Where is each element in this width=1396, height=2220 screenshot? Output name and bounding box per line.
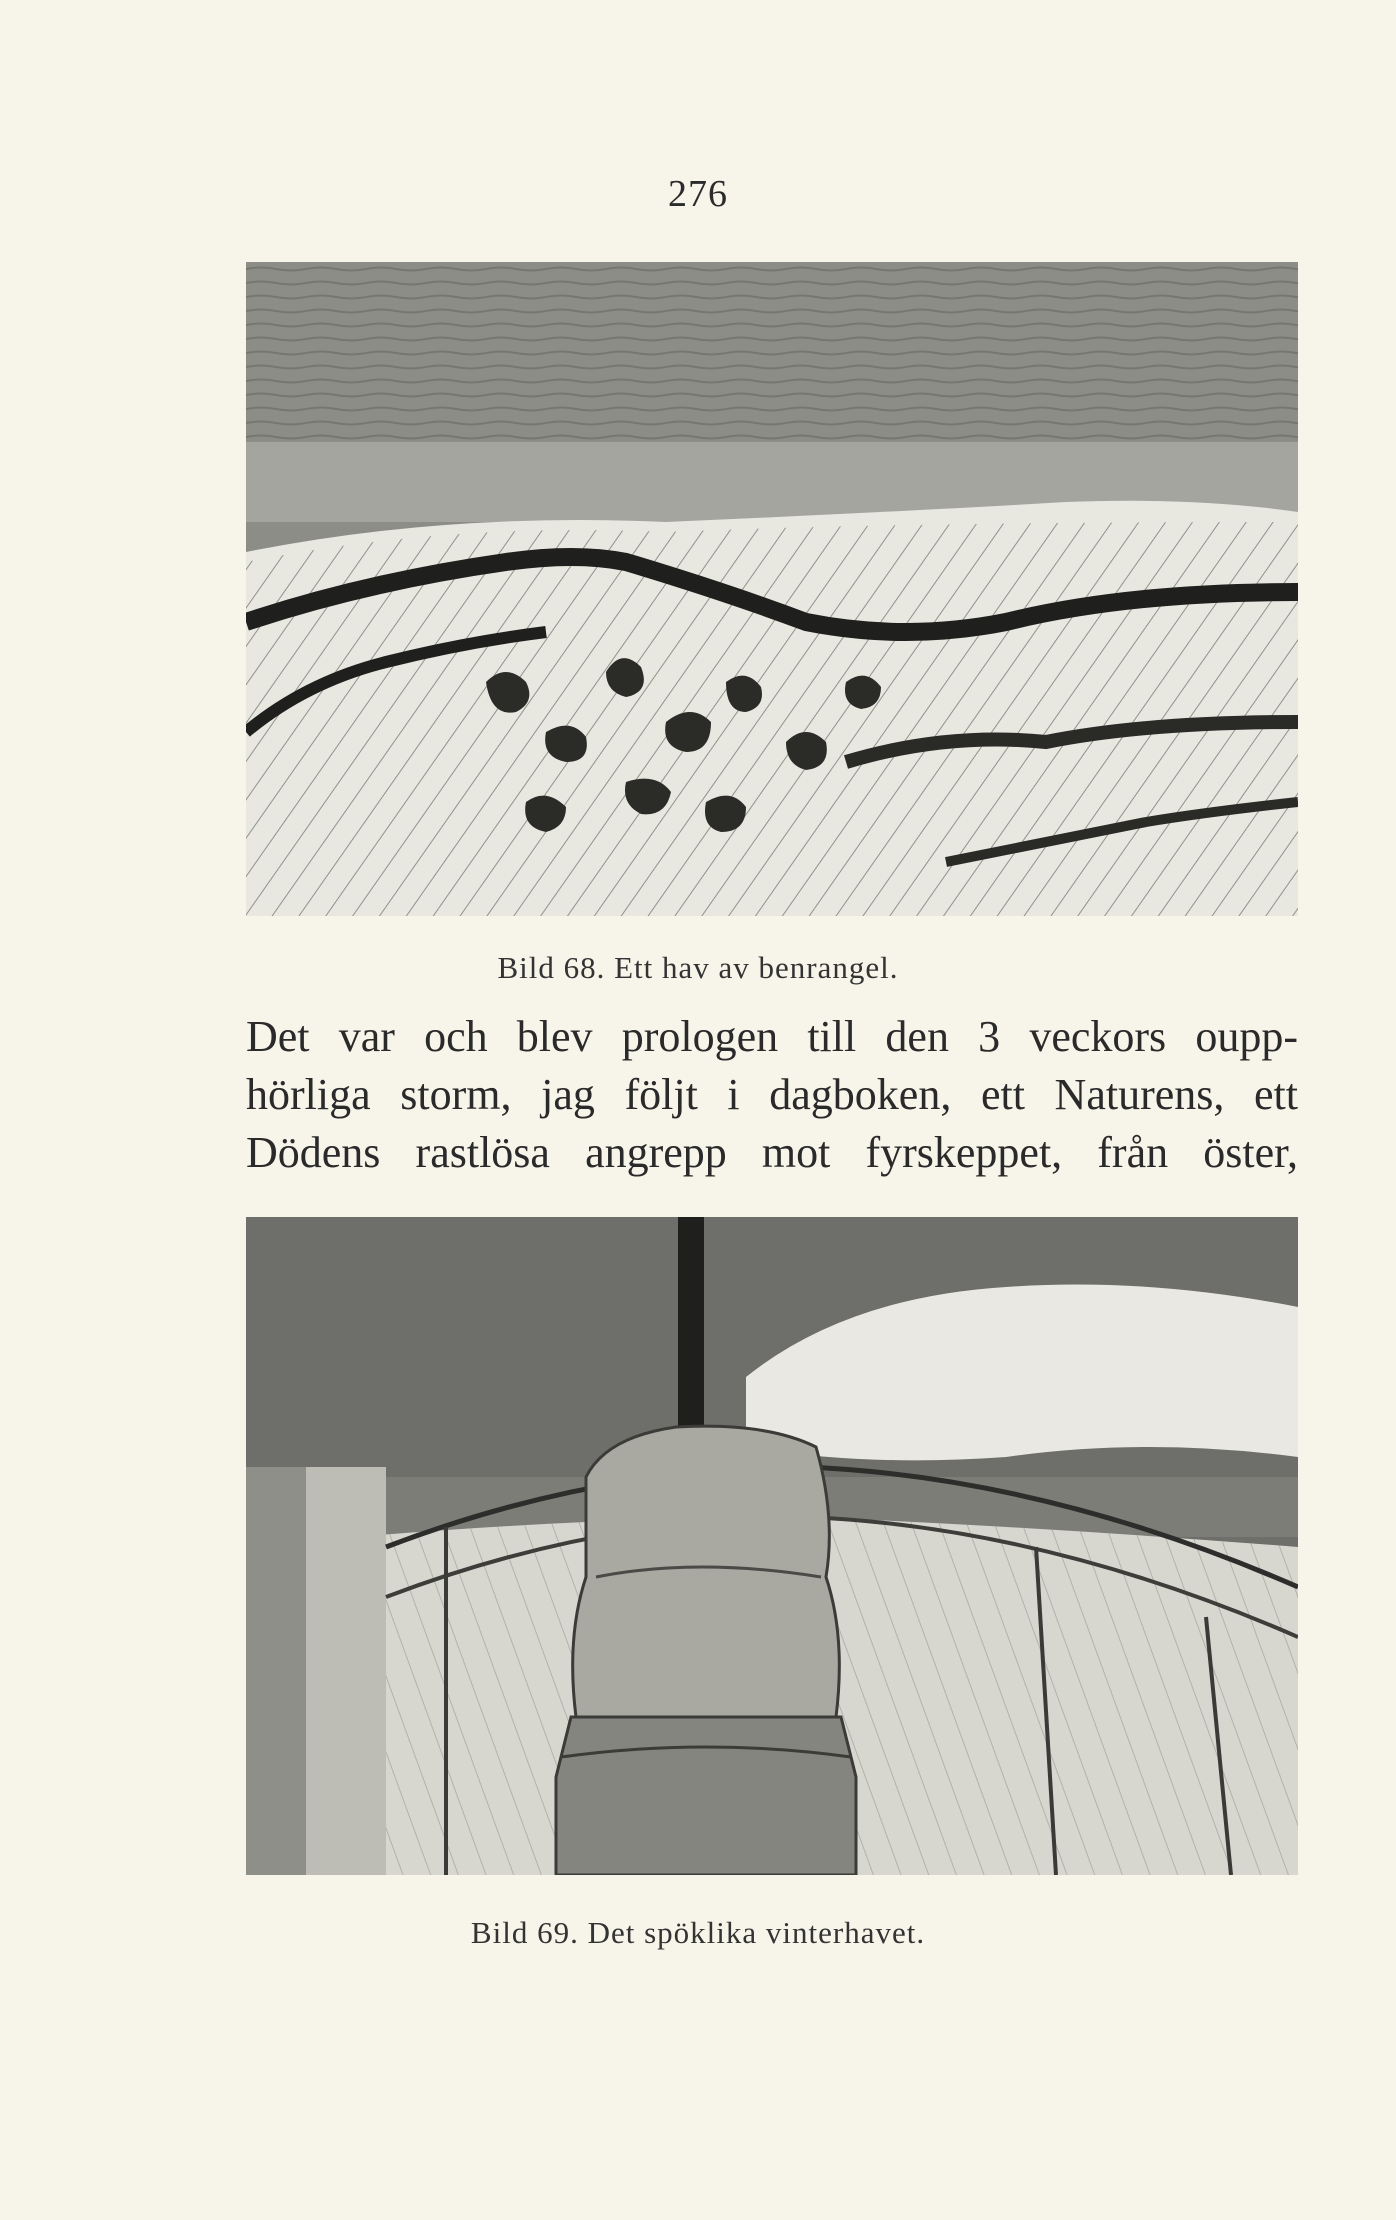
body-line-3: Dödens rastlösa angrepp mot fyrskeppet, från öster, (246, 1128, 1298, 1177)
body-line-2: hörliga storm, jag följt i dagboken, ett Naturens, ett (246, 1070, 1298, 1119)
stormy-sea-drawing (246, 262, 1298, 916)
body-line-1: Det var och blev prologen till den 3 veckors oupp- (246, 1012, 1298, 1061)
body-paragraph (246, 1008, 1298, 1182)
figure-caption-68: Bild 68. Ett hav av benrangel. (497, 950, 899, 985)
page-number: 276 (668, 173, 728, 215)
illustration-ship-bow (246, 1217, 1298, 1875)
illustration-stormy-sea (246, 262, 1298, 916)
figure-caption-69: Bild 69. Det spöklika vinterhavet. (470, 1915, 926, 1950)
ship-bow-drawing (246, 1217, 1298, 1875)
